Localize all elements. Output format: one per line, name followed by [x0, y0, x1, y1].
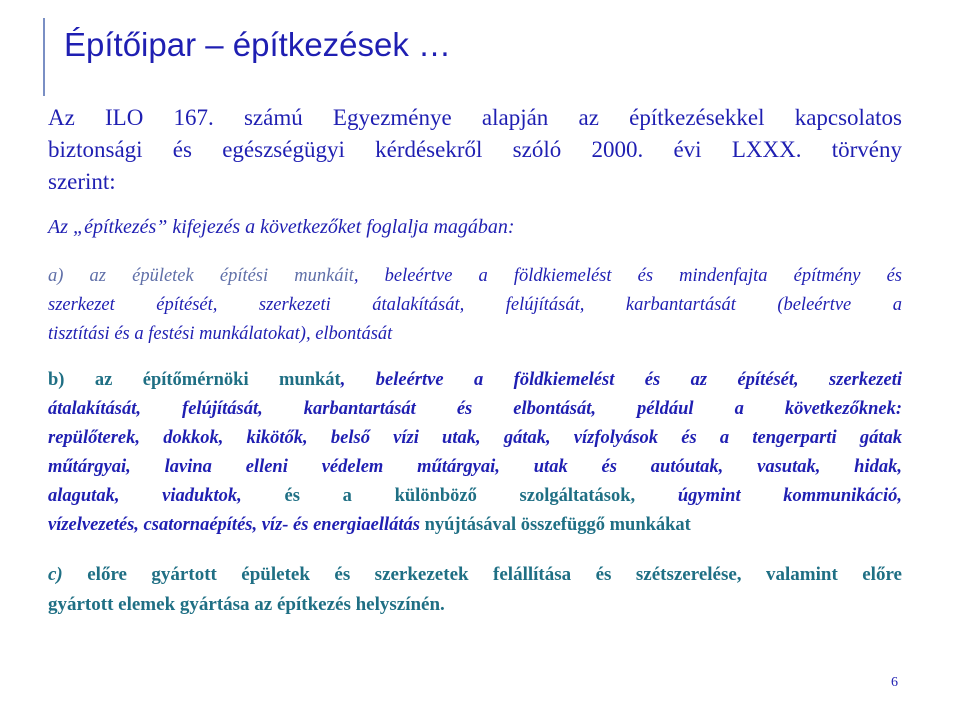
section-b-highlight: nyújtásával összefüggő munkákat — [419, 515, 691, 535]
slide-title: Építőipar – építkezések … — [64, 26, 452, 63]
section-b-line: átalakítását, felújítását, karbantartását és elbontását, például a következőknek: — [48, 399, 902, 419]
section-c — [48, 560, 902, 620]
section-a-line — [48, 262, 902, 291]
section-a-rest: , beleértve a földkiemelést és mindenfajta építmény és — [353, 266, 902, 286]
section-b-line: repülőterek, dokkok, kikötők, belső vízi utak, gátak, vízfolyások és a tengerparti gátak — [48, 428, 902, 448]
section-b-text: , beleértve a földkiemelést és az építését, szerkezeti — [340, 370, 903, 390]
intro-paragraph — [48, 102, 902, 198]
section-b-highlight: és a különböző szolgáltatások, — [284, 486, 636, 506]
section-c-prefix: c) — [48, 564, 63, 585]
page-number: 6 — [891, 675, 898, 690]
section-b — [48, 366, 902, 540]
section-b-text: alagutak, viaduktok, — [48, 486, 285, 506]
section-c-text: előre gyártott épületek és szerkezetek felállítása és szétszerelése, valamint előre — [62, 564, 902, 585]
section-b-text: vízelvezetés, csatornaépítés, víz- és energiaellátás — [48, 515, 420, 535]
section-a-line: szerkezet építését, szerkezeti átalakítását, felújítását, karbantartását (beleértve a — [48, 295, 902, 315]
intro-line: biztonsági és egészségügyi kérdésekről szóló 2000. évi LXXX. törvény — [48, 137, 902, 162]
intro-line: szerint: — [48, 169, 116, 194]
section-a-prefix: a) az épületek építési munkáit — [48, 266, 354, 286]
section-a-line: tisztítási és a festési munkálatokat), elbontását — [48, 324, 393, 344]
section-a — [48, 262, 902, 349]
section-c-line — [48, 560, 902, 590]
section-b-line: műtárgyai, lavina elleni védelem műtárgyai, utak és autóutak, vasutak, hidak, — [48, 457, 902, 477]
section-b-heading: b) az építőmérnöki munkát — [48, 370, 341, 390]
lead-sentence: Az „építkezés” kifejezés a következőket foglalja magában: — [48, 216, 515, 238]
section-b-line — [48, 511, 902, 540]
title-accent-bar — [43, 18, 45, 96]
section-c-line: gyártott elemek gyártása az építkezés helyszínén. — [48, 594, 445, 615]
section-b-text: úgymint kommunikáció, — [635, 486, 903, 506]
intro-line: Az ILO 167. számú Egyezménye alapján az építkezésekkel kapcsolatos — [48, 105, 902, 130]
section-b-line — [48, 366, 902, 395]
section-b-line — [48, 482, 902, 511]
